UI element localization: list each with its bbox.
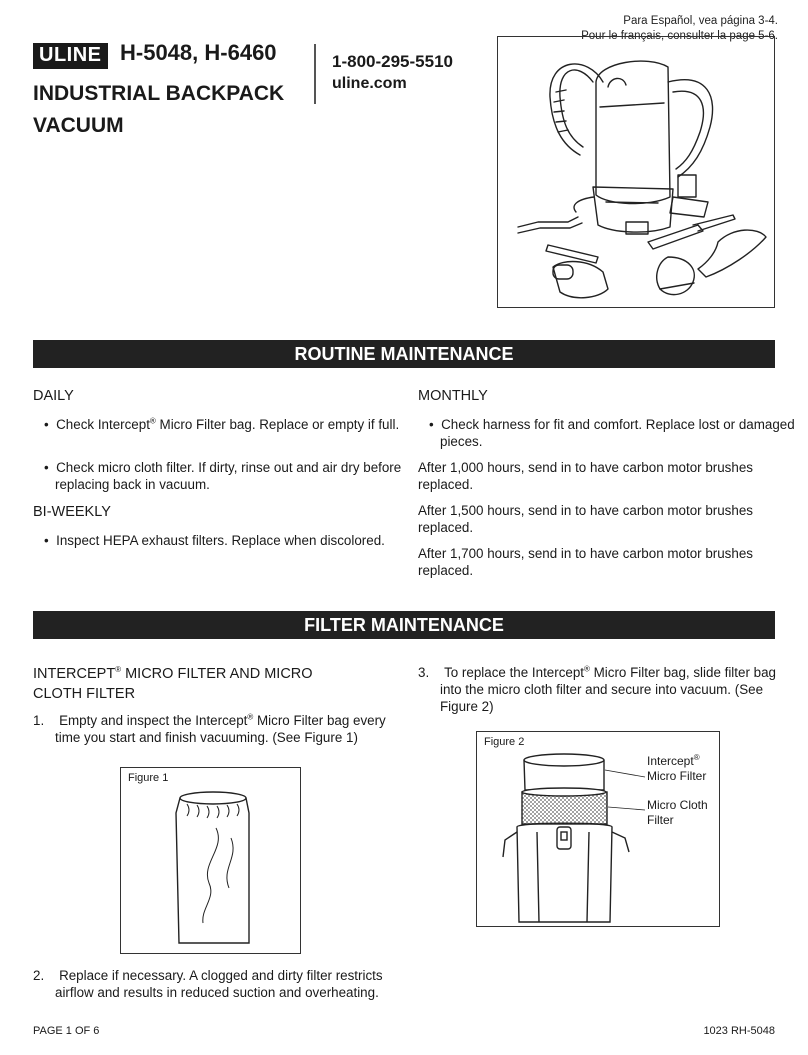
step-1-text-a: Empty and inspect the Intercept	[59, 713, 248, 728]
step-3-text-b: Micro Filter bag, slide filter bag into the micro cloth filter and secure into vacuum. (See Figure 2)	[440, 665, 776, 714]
step-2-number: 2.	[33, 968, 45, 983]
daily-item-1-text-b: Micro Filter bag. Replace or empty if full.	[155, 417, 400, 432]
backpack-vacuum-illustration	[498, 37, 774, 307]
figure-1-frame	[120, 767, 301, 954]
micro-filter-bag-illustration	[121, 768, 300, 953]
step-3	[418, 664, 792, 715]
vacuum-body	[596, 61, 670, 203]
filter-subheading-line-2: CLOTH FILTER	[33, 686, 136, 702]
daily-item-1-text-a: Check Intercept	[56, 417, 150, 432]
callout-1-line-2: Micro Filter	[647, 769, 707, 783]
daily-item-2-text: Check micro cloth filter. If dirty, rinse out and air dry before replacing back in vacuum.	[55, 460, 402, 492]
callout-2-line-1: Micro Cloth	[647, 798, 708, 812]
title-line-1: INDUSTRIAL BACKPACK	[33, 82, 285, 105]
figure-2-label: Figure 2	[484, 736, 525, 748]
hours-1500-note: After 1,500 hours, send in to have carbon motor brushes replaced.	[418, 503, 753, 535]
monthly-item-1-text: Check harness for fit and comfort. Replace lost or damaged pieces.	[440, 417, 795, 449]
routine-maintenance-heading: ROUTINE MAINTENANCE	[33, 340, 775, 368]
product-title	[33, 78, 284, 142]
daily-heading: DAILY	[33, 388, 74, 404]
step-3-text-a: To replace the Intercept	[444, 665, 585, 680]
spanish-note: Para Español, vea página 3-4.	[623, 15, 778, 27]
filter-subheading-a: INTERCEPT	[33, 666, 116, 682]
french-note: Pour le français, consulter la page 5-6.	[581, 30, 778, 42]
step-1-text-b: Micro Filter bag every time you start and finish vacuuming. (See Figure 1)	[55, 713, 386, 745]
hours-1000-note: After 1,000 hours, send in to have carbon motor brushes replaced.	[418, 460, 753, 492]
callout-1-line-1: Intercept	[647, 754, 694, 768]
daily-item-2: • Check micro cloth filter. If dirty, rinse out and air dry before replacing back in vacuum.	[44, 460, 402, 492]
registered-mark: ®	[584, 664, 590, 674]
biweekly-item-1: • Inspect HEPA exhaust filters. Replace when discolored.	[44, 533, 385, 548]
document-code: 1023 RH-5048	[703, 1025, 775, 1037]
callout-2-line-2: Filter	[647, 813, 674, 827]
product-illustration-frame	[497, 36, 775, 308]
filter-subheading-b: MICRO FILTER AND MICRO	[121, 666, 313, 682]
registered-mark: ®	[247, 712, 254, 722]
page-number: PAGE 1 OF 6	[33, 1025, 100, 1037]
uline-logo: ULINE	[33, 43, 108, 69]
registered-mark: ®	[693, 753, 700, 762]
registered-mark: ®	[115, 665, 122, 675]
monthly-item-1: • Check harness for fit and comfort. Replace lost or damaged pieces.	[429, 417, 795, 449]
harness-strap	[668, 80, 713, 177]
biweekly-item-1-text: Inspect HEPA exhaust filters. Replace when discolored.	[56, 533, 385, 548]
step-2-text: Replace if necessary. A clogged and dirty filter restricts airflow and results in reduced suction and overheating.	[55, 968, 383, 1000]
step-1-number: 1.	[33, 713, 45, 728]
filter-subheading	[33, 664, 313, 704]
figure-1-label: Figure 1	[128, 772, 169, 784]
filter-maintenance-heading: FILTER MAINTENANCE	[33, 611, 775, 639]
registered-mark: ®	[149, 416, 156, 426]
figure-2-frame	[476, 731, 720, 927]
biweekly-heading: BI-WEEKLY	[33, 504, 111, 520]
model-numbers: H-5048, H-6460	[120, 40, 277, 65]
step-1	[33, 712, 407, 746]
step-3-number: 3.	[418, 665, 430, 680]
hours-1700-note: After 1,700 hours, send in to have carbon motor brushes replaced.	[418, 546, 753, 578]
title-line-2: VACUUM	[33, 114, 124, 137]
wand-tube	[518, 217, 578, 227]
phone-number: 1-800-295-5510	[332, 52, 453, 71]
callout-micro-cloth-filter	[647, 798, 708, 828]
vacuum-base	[593, 187, 673, 232]
callout-intercept-micro-filter	[647, 754, 706, 784]
website-link[interactable]: uline.com	[332, 75, 407, 92]
step-2	[33, 967, 407, 1001]
daily-item-1: • Check Intercept® Micro Filter bag. Replace or empty if full.	[44, 416, 400, 432]
monthly-heading: MONTHLY	[418, 388, 488, 404]
header-divider	[314, 44, 316, 104]
hose-shape	[560, 70, 593, 147]
